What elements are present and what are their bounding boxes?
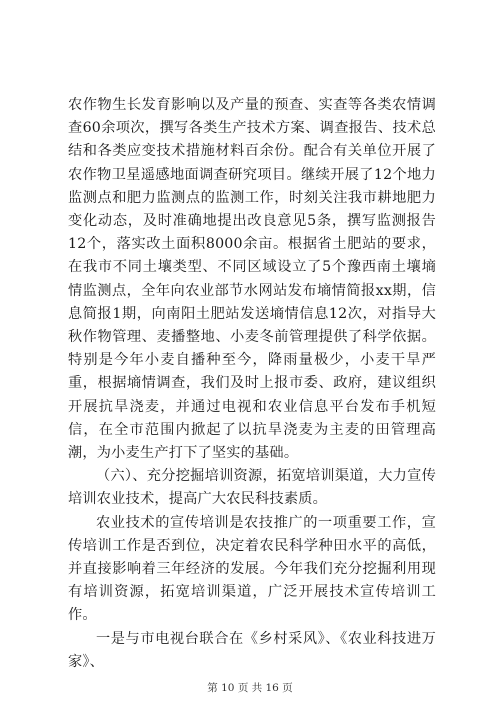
paragraph-tv-cooperation: 一是与市电视台联合在《乡村采风》、《农业科技进万家》、 [68, 630, 436, 670]
paragraph-crop-monitoring: 农作物生长发育影响以及产量的预查、实查等各类农情调查60余项次，撰写各类生产技术方案、调查报告、技术总结和各类应变技术措施材料百余份。配合有关单位开展了农作物卫星遥感地面调查研究项目。继续开展了12个地力监测点和肥力监测点的监测工作，时刻关注我市耕地肥力变化动态，及时准确地提出改良意见5条，撰写监测报告12个，落实改土面积8000余亩。根据省土肥站的要求，在我市不同土壤类型、不同区域设立了5个豫西南土壤墒情监测点，全年向农业部节水网站发布墒情简报xx期，信息简报1期，向南阳土肥站发送墒情信息12次，对指导大秋作物管理、麦播整地、小麦冬前管理提供了科学依据。特别是今年小麦自播种至今，降雨量极少，小麦干旱严重，根据墒情调查，我们及时上报市委、政府，建议组织开展抗旱浇麦，并通过电视和农业信息平台发布手机短信，在全市范围内掀起了以抗旱浇麦为主麦的田管理高潮，为小麦生产打下了坚实的基础。 [68, 97, 436, 462]
paragraph-training-intro: 农业技术的宣传培训是农技推广的一项重要工作，宣传培训工作是否到位，决定着农民科学种田水平的高低，并直接影响着三年经济的发展。今年我们充分挖掘利用现有培训资源，拓宽培训渠道，广泛开展技术宣传培训工作。 [68, 514, 436, 624]
document-body [68, 94, 436, 674]
paragraph-section-six-heading: （六）、充分挖掘培训资源，拓宽培训渠道，大力宣传培训农业技术，提高广大农民科技素质。 [68, 468, 436, 508]
page-footer: 第 10 页 共 16 页 [207, 682, 293, 694]
